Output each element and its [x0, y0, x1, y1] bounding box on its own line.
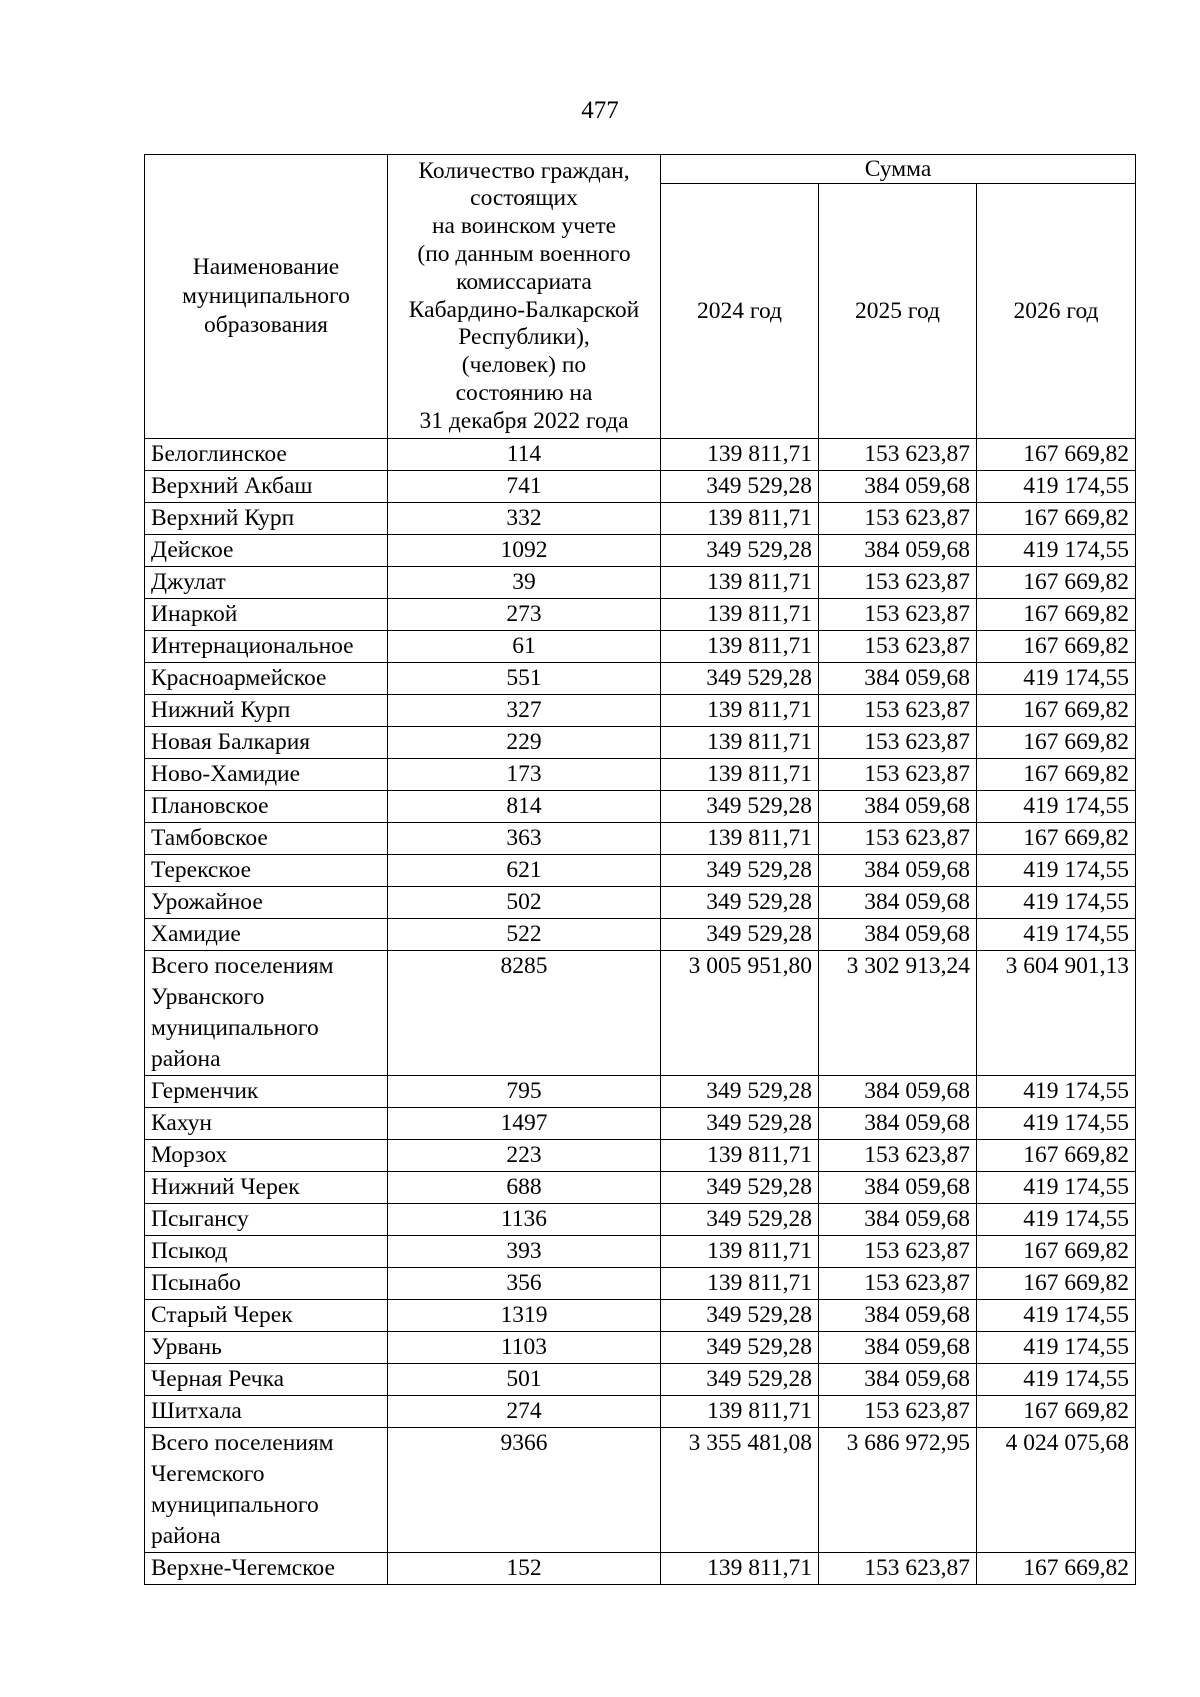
cell-sum-2025: 384 059,68: [819, 1172, 977, 1204]
cell-sum-2024: 349 529,28: [661, 919, 819, 951]
table-body: [145, 439, 1136, 1585]
cell-sum-2026: 167 669,82: [977, 599, 1136, 631]
table-row: [145, 1396, 1136, 1428]
table-row: [145, 471, 1136, 503]
cell-sum-2025: 384 059,68: [819, 919, 977, 951]
cell-sum-2026: 167 669,82: [977, 503, 1136, 535]
cell-sum-2024: 139 811,71: [661, 727, 819, 759]
cell-municipality-name: Плановское: [145, 791, 388, 823]
cell-sum-2024: 139 811,71: [661, 439, 819, 471]
cell-citizens-count: 173: [388, 759, 661, 791]
cell-municipality-name: Нижний Черек: [145, 1172, 388, 1204]
cell-sum-2026: 167 669,82: [977, 1396, 1136, 1428]
cell-sum-2026: 419 174,55: [977, 887, 1136, 919]
header-citizens-count: Количество граждан, состоящих на воинском учете (по данным военного комиссариата Кабардино-Балкарской Республики), (человек) по состоянию на 31 декабря 2022 года: [388, 155, 661, 439]
cell-citizens-count: 223: [388, 1140, 661, 1172]
cell-citizens-count: 501: [388, 1364, 661, 1396]
cell-citizens-count: 273: [388, 599, 661, 631]
cell-municipality-name: Урвань: [145, 1332, 388, 1364]
cell-citizens-count: 8285: [388, 951, 661, 1076]
table-row: [145, 535, 1136, 567]
cell-municipality-name: Верхний Курп: [145, 503, 388, 535]
table-row: [145, 919, 1136, 951]
cell-municipality-name: Верхний Акбаш: [145, 471, 388, 503]
cell-citizens-count: 795: [388, 1076, 661, 1108]
cell-sum-2024: 349 529,28: [661, 855, 819, 887]
cell-sum-2025: 384 059,68: [819, 535, 977, 567]
cell-sum-2025: 153 623,87: [819, 695, 977, 727]
header-year-2024: 2024 год: [661, 184, 819, 439]
cell-sum-2026: 419 174,55: [977, 1108, 1136, 1140]
cell-citizens-count: 114: [388, 439, 661, 471]
cell-sum-2026: 419 174,55: [977, 1300, 1136, 1332]
table-row: [145, 1140, 1136, 1172]
cell-municipality-name: Урожайное: [145, 887, 388, 919]
table-row: [145, 1553, 1136, 1585]
table-row: [145, 1300, 1136, 1332]
cell-sum-2025: 384 059,68: [819, 855, 977, 887]
cell-sum-2024: 139 811,71: [661, 1553, 819, 1585]
cell-sum-2024: 139 811,71: [661, 1140, 819, 1172]
cell-sum-2026: 419 174,55: [977, 1332, 1136, 1364]
cell-municipality-name: Морзох: [145, 1140, 388, 1172]
table-row: [145, 727, 1136, 759]
cell-municipality-name: Белоглинское: [145, 439, 388, 471]
table-row: [145, 1204, 1136, 1236]
cell-sum-2024: 349 529,28: [661, 791, 819, 823]
page-number: 477: [581, 97, 619, 124]
cell-citizens-count: 1103: [388, 1332, 661, 1364]
cell-sum-2026: 419 174,55: [977, 919, 1136, 951]
cell-citizens-count: 502: [388, 887, 661, 919]
cell-municipality-name: Тамбовское: [145, 823, 388, 855]
cell-citizens-count: 688: [388, 1172, 661, 1204]
table-row: [145, 503, 1136, 535]
cell-sum-2025: 384 059,68: [819, 1332, 977, 1364]
header-row-1: [145, 155, 1136, 184]
cell-sum-2024: 349 529,28: [661, 663, 819, 695]
cell-sum-2024: 139 811,71: [661, 759, 819, 791]
cell-municipality-name: Дейское: [145, 535, 388, 567]
cell-sum-2025: 153 623,87: [819, 599, 977, 631]
cell-sum-2025: 384 059,68: [819, 1076, 977, 1108]
table-row: [145, 1236, 1136, 1268]
cell-municipality-name: Шитхала: [145, 1396, 388, 1428]
cell-sum-2025: 153 623,87: [819, 727, 977, 759]
cell-sum-2025: 384 059,68: [819, 791, 977, 823]
cell-sum-2024: 349 529,28: [661, 1204, 819, 1236]
cell-municipality-name: Интернациональное: [145, 631, 388, 663]
cell-municipality-name: Инаркой: [145, 599, 388, 631]
cell-sum-2024: 349 529,28: [661, 887, 819, 919]
cell-sum-2025: 153 623,87: [819, 503, 977, 535]
cell-sum-2025: 153 623,87: [819, 1140, 977, 1172]
table-row: [145, 887, 1136, 919]
cell-sum-2026: 419 174,55: [977, 1076, 1136, 1108]
cell-sum-2024: 349 529,28: [661, 471, 819, 503]
cell-sum-2024: 139 811,71: [661, 567, 819, 599]
cell-sum-2024: 139 811,71: [661, 1396, 819, 1428]
cell-sum-2024: 3 005 951,80: [661, 951, 819, 1076]
cell-sum-2025: 153 623,87: [819, 1553, 977, 1585]
cell-sum-2024: 349 529,28: [661, 1076, 819, 1108]
cell-sum-2025: 153 623,87: [819, 439, 977, 471]
cell-sum-2025: 384 059,68: [819, 1108, 977, 1140]
cell-municipality-name: Кахун: [145, 1108, 388, 1140]
cell-sum-2024: 349 529,28: [661, 1332, 819, 1364]
cell-citizens-count: 1092: [388, 535, 661, 567]
cell-municipality-name: Терекское: [145, 855, 388, 887]
table-row: [145, 1172, 1136, 1204]
cell-sum-2025: 153 623,87: [819, 759, 977, 791]
cell-sum-2025: 384 059,68: [819, 471, 977, 503]
cell-sum-2024: 139 811,71: [661, 1236, 819, 1268]
cell-sum-2026: 167 669,82: [977, 1553, 1136, 1585]
table-row: [145, 855, 1136, 887]
cell-sum-2026: 167 669,82: [977, 439, 1136, 471]
table-row: [145, 663, 1136, 695]
cell-municipality-name: Красноармейское: [145, 663, 388, 695]
cell-sum-2024: 349 529,28: [661, 1172, 819, 1204]
table-row: [145, 599, 1136, 631]
cell-citizens-count: 1319: [388, 1300, 661, 1332]
cell-municipality-name: Нижний Курп: [145, 695, 388, 727]
cell-municipality-name: Старый Черек: [145, 1300, 388, 1332]
cell-citizens-count: 741: [388, 471, 661, 503]
table-row: [145, 1108, 1136, 1140]
cell-sum-2026: 3 604 901,13: [977, 951, 1136, 1076]
cell-citizens-count: 522: [388, 919, 661, 951]
cell-municipality-name: Всего поселениям Чегемского муниципального района: [145, 1428, 388, 1553]
cell-sum-2026: 167 669,82: [977, 631, 1136, 663]
allocation-table: [144, 154, 1136, 1585]
cell-citizens-count: 356: [388, 1268, 661, 1300]
cell-municipality-name: Всего поселениям Урванского муниципального района: [145, 951, 388, 1076]
cell-sum-2026: 167 669,82: [977, 727, 1136, 759]
table-row: [145, 439, 1136, 471]
table-row: [145, 1268, 1136, 1300]
cell-citizens-count: 363: [388, 823, 661, 855]
cell-sum-2026: 167 669,82: [977, 1140, 1136, 1172]
cell-sum-2024: 139 811,71: [661, 599, 819, 631]
cell-citizens-count: 229: [388, 727, 661, 759]
table-row: [145, 695, 1136, 727]
table-row: [145, 1332, 1136, 1364]
table-row: [145, 631, 1136, 663]
cell-sum-2026: 167 669,82: [977, 567, 1136, 599]
table-row: [145, 1428, 1136, 1553]
cell-sum-2024: 139 811,71: [661, 695, 819, 727]
cell-citizens-count: 274: [388, 1396, 661, 1428]
cell-municipality-name: Черная Речка: [145, 1364, 388, 1396]
cell-sum-2026: 419 174,55: [977, 663, 1136, 695]
cell-sum-2024: 139 811,71: [661, 503, 819, 535]
table-row: [145, 951, 1136, 1076]
cell-sum-2024: 3 355 481,08: [661, 1428, 819, 1553]
table-row: [145, 791, 1136, 823]
cell-sum-2025: 384 059,68: [819, 1364, 977, 1396]
cell-sum-2025: 153 623,87: [819, 823, 977, 855]
cell-sum-2025: 153 623,87: [819, 631, 977, 663]
cell-citizens-count: 327: [388, 695, 661, 727]
cell-sum-2026: 419 174,55: [977, 535, 1136, 567]
cell-sum-2026: 419 174,55: [977, 1364, 1136, 1396]
cell-sum-2026: 167 669,82: [977, 1236, 1136, 1268]
cell-sum-2026: 167 669,82: [977, 759, 1136, 791]
cell-citizens-count: 9366: [388, 1428, 661, 1553]
cell-sum-2025: 384 059,68: [819, 663, 977, 695]
cell-sum-2026: 167 669,82: [977, 695, 1136, 727]
cell-sum-2024: 349 529,28: [661, 535, 819, 567]
cell-sum-2025: 3 302 913,24: [819, 951, 977, 1076]
cell-sum-2026: 419 174,55: [977, 791, 1136, 823]
table-row: [145, 1076, 1136, 1108]
cell-sum-2026: 419 174,55: [977, 471, 1136, 503]
cell-municipality-name: Псынабо: [145, 1268, 388, 1300]
cell-municipality-name: Ново-Хамидие: [145, 759, 388, 791]
cell-sum-2026: 167 669,82: [977, 1268, 1136, 1300]
cell-sum-2026: 167 669,82: [977, 823, 1136, 855]
cell-sum-2024: 139 811,71: [661, 823, 819, 855]
cell-sum-2024: 139 811,71: [661, 1268, 819, 1300]
cell-citizens-count: 61: [388, 631, 661, 663]
cell-sum-2025: 384 059,68: [819, 1204, 977, 1236]
cell-citizens-count: 1136: [388, 1204, 661, 1236]
cell-sum-2025: 153 623,87: [819, 1236, 977, 1268]
cell-citizens-count: 814: [388, 791, 661, 823]
cell-sum-2025: 3 686 972,95: [819, 1428, 977, 1553]
table-row: [145, 823, 1136, 855]
cell-sum-2024: 139 811,71: [661, 631, 819, 663]
cell-sum-2024: 349 529,28: [661, 1108, 819, 1140]
header-sum: Сумма: [661, 155, 1136, 184]
header-year-2026: 2026 год: [977, 184, 1136, 439]
cell-sum-2024: 349 529,28: [661, 1364, 819, 1396]
table-row: [145, 1364, 1136, 1396]
cell-municipality-name: Новая Балкария: [145, 727, 388, 759]
cell-municipality-name: Верхне-Чегемское: [145, 1553, 388, 1585]
cell-sum-2025: 384 059,68: [819, 887, 977, 919]
cell-citizens-count: 621: [388, 855, 661, 887]
cell-municipality-name: Джулат: [145, 567, 388, 599]
cell-sum-2026: 419 174,55: [977, 1204, 1136, 1236]
header-municipality-name: Наименование муниципального образования: [145, 155, 388, 439]
cell-sum-2025: 153 623,87: [819, 1268, 977, 1300]
cell-citizens-count: 1497: [388, 1108, 661, 1140]
header-year-2025: 2025 год: [819, 184, 977, 439]
cell-sum-2026: 419 174,55: [977, 855, 1136, 887]
cell-sum-2024: 349 529,28: [661, 1300, 819, 1332]
cell-citizens-count: 332: [388, 503, 661, 535]
cell-sum-2026: 4 024 075,68: [977, 1428, 1136, 1553]
table-row: [145, 567, 1136, 599]
cell-citizens-count: 152: [388, 1553, 661, 1585]
cell-municipality-name: Герменчик: [145, 1076, 388, 1108]
cell-municipality-name: Псыгансу: [145, 1204, 388, 1236]
cell-citizens-count: 39: [388, 567, 661, 599]
cell-citizens-count: 551: [388, 663, 661, 695]
table-row: [145, 759, 1136, 791]
cell-sum-2025: 153 623,87: [819, 1396, 977, 1428]
cell-citizens-count: 393: [388, 1236, 661, 1268]
cell-municipality-name: Хамидие: [145, 919, 388, 951]
cell-sum-2026: 419 174,55: [977, 1172, 1136, 1204]
cell-sum-2025: 153 623,87: [819, 567, 977, 599]
cell-sum-2025: 384 059,68: [819, 1300, 977, 1332]
cell-municipality-name: Псыкод: [145, 1236, 388, 1268]
